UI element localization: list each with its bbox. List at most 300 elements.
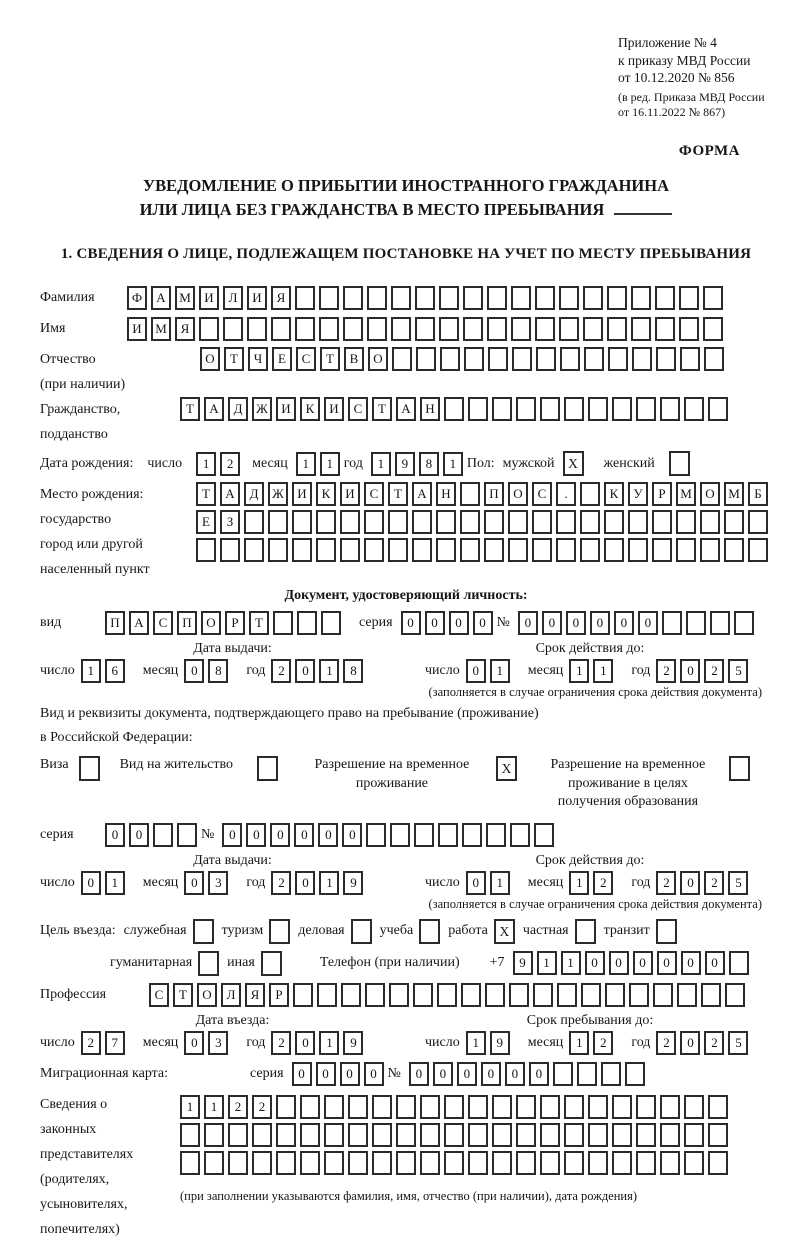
- char-cell[interactable]: К: [316, 482, 336, 506]
- char-cell[interactable]: 0: [401, 611, 421, 635]
- char-cell[interactable]: [444, 397, 464, 421]
- char-cell[interactable]: 0: [295, 659, 315, 683]
- char-cell[interactable]: [605, 983, 625, 1007]
- char-cell[interactable]: 1: [319, 659, 339, 683]
- char-cell[interactable]: [438, 823, 458, 847]
- char-cell[interactable]: [484, 510, 504, 534]
- char-cell[interactable]: 1: [180, 1095, 200, 1119]
- char-cell[interactable]: [708, 1123, 728, 1147]
- char-cell[interactable]: [293, 983, 313, 1007]
- char-cell[interactable]: [444, 1151, 464, 1175]
- char-cell[interactable]: 2: [593, 871, 613, 895]
- char-cell[interactable]: [540, 1123, 560, 1147]
- char-cell[interactable]: А: [220, 482, 240, 506]
- char-cell[interactable]: [516, 1095, 536, 1119]
- char-cell[interactable]: [540, 1095, 560, 1119]
- char-cell[interactable]: [703, 317, 723, 341]
- char-cell[interactable]: [300, 1095, 320, 1119]
- char-cell[interactable]: Я: [175, 317, 195, 341]
- char-cell[interactable]: [608, 347, 628, 371]
- char-cell[interactable]: [468, 1151, 488, 1175]
- char-cell[interactable]: [348, 1123, 368, 1147]
- char-cell[interactable]: С: [532, 482, 552, 506]
- char-cell[interactable]: Ж: [252, 397, 272, 421]
- char-cell[interactable]: Ж: [268, 482, 288, 506]
- char-cell[interactable]: [604, 510, 624, 534]
- char-cell[interactable]: 0: [409, 1062, 429, 1086]
- char-cell[interactable]: С: [149, 983, 169, 1007]
- purpose-work-checkbox[interactable]: X: [494, 919, 515, 944]
- char-cell[interactable]: [485, 983, 505, 1007]
- char-cell[interactable]: [436, 510, 456, 534]
- char-cell[interactable]: 0: [342, 823, 362, 847]
- char-cell[interactable]: [677, 983, 697, 1007]
- purpose-official-checkbox[interactable]: [193, 919, 214, 944]
- char-cell[interactable]: 1: [561, 951, 581, 975]
- char-cell[interactable]: [492, 1123, 512, 1147]
- char-cell[interactable]: [199, 317, 219, 341]
- char-cell[interactable]: 1: [320, 452, 340, 476]
- char-cell[interactable]: [390, 823, 410, 847]
- char-cell[interactable]: [295, 286, 315, 310]
- char-cell[interactable]: [316, 510, 336, 534]
- char-cell[interactable]: [560, 347, 580, 371]
- char-cell[interactable]: Т: [224, 347, 244, 371]
- char-cell[interactable]: [180, 1123, 200, 1147]
- char-cell[interactable]: [420, 1123, 440, 1147]
- char-cell[interactable]: Л: [221, 983, 241, 1007]
- char-cell[interactable]: [636, 1151, 656, 1175]
- char-cell[interactable]: 0: [466, 659, 486, 683]
- char-cell[interactable]: [580, 482, 600, 506]
- char-cell[interactable]: 0: [340, 1062, 360, 1086]
- purpose-study-checkbox[interactable]: [419, 919, 440, 944]
- char-cell[interactable]: [341, 983, 361, 1007]
- char-cell[interactable]: 0: [609, 951, 629, 975]
- char-cell[interactable]: [324, 1095, 344, 1119]
- char-cell[interactable]: [708, 1151, 728, 1175]
- char-cell[interactable]: 1: [319, 1031, 339, 1055]
- char-cell[interactable]: [628, 510, 648, 534]
- char-cell[interactable]: 1: [204, 1095, 224, 1119]
- char-cell[interactable]: [535, 286, 555, 310]
- char-cell[interactable]: [604, 538, 624, 562]
- char-cell[interactable]: [710, 611, 730, 635]
- char-cell[interactable]: 0: [292, 1062, 312, 1086]
- char-cell[interactable]: М: [724, 482, 744, 506]
- char-cell[interactable]: [686, 611, 706, 635]
- char-cell[interactable]: 1: [490, 659, 510, 683]
- char-cell[interactable]: С: [364, 482, 384, 506]
- char-cell[interactable]: [559, 317, 579, 341]
- char-cell[interactable]: [271, 317, 291, 341]
- char-cell[interactable]: 1: [569, 659, 589, 683]
- char-cell[interactable]: 1: [81, 659, 101, 683]
- char-cell[interactable]: [391, 286, 411, 310]
- char-cell[interactable]: 1: [490, 871, 510, 895]
- char-cell[interactable]: 0: [638, 611, 658, 635]
- char-cell[interactable]: [628, 538, 648, 562]
- char-cell[interactable]: [487, 286, 507, 310]
- char-cell[interactable]: [180, 1151, 200, 1175]
- char-cell[interactable]: [439, 286, 459, 310]
- char-cell[interactable]: Я: [271, 286, 291, 310]
- char-cell[interactable]: 3: [208, 1031, 228, 1055]
- char-cell[interactable]: 0: [318, 823, 338, 847]
- char-cell[interactable]: 1: [196, 452, 216, 476]
- char-cell[interactable]: В: [344, 347, 364, 371]
- char-cell[interactable]: 1: [319, 871, 339, 895]
- char-cell[interactable]: 5: [728, 659, 748, 683]
- char-cell[interactable]: 0: [294, 823, 314, 847]
- char-cell[interactable]: 2: [271, 871, 291, 895]
- char-cell[interactable]: И: [340, 482, 360, 506]
- char-cell[interactable]: [468, 1095, 488, 1119]
- char-cell[interactable]: А: [396, 397, 416, 421]
- char-cell[interactable]: [540, 1151, 560, 1175]
- char-cell[interactable]: Д: [244, 482, 264, 506]
- char-cell[interactable]: Т: [372, 397, 392, 421]
- char-cell[interactable]: Т: [180, 397, 200, 421]
- char-cell[interactable]: [468, 397, 488, 421]
- purpose-other-checkbox[interactable]: [261, 951, 282, 976]
- char-cell[interactable]: [588, 397, 608, 421]
- char-cell[interactable]: 9: [395, 452, 415, 476]
- char-cell[interactable]: [348, 1151, 368, 1175]
- char-cell[interactable]: [607, 286, 627, 310]
- purpose-tourism-checkbox[interactable]: [269, 919, 290, 944]
- char-cell[interactable]: [366, 823, 386, 847]
- char-cell[interactable]: [252, 1151, 272, 1175]
- char-cell[interactable]: [247, 317, 267, 341]
- char-cell[interactable]: [632, 347, 652, 371]
- char-cell[interactable]: О: [201, 611, 221, 635]
- char-cell[interactable]: 9: [513, 951, 533, 975]
- char-cell[interactable]: [511, 317, 531, 341]
- char-cell[interactable]: [580, 538, 600, 562]
- char-cell[interactable]: И: [127, 317, 147, 341]
- char-cell[interactable]: [559, 286, 579, 310]
- char-cell[interactable]: 2: [271, 1031, 291, 1055]
- char-cell[interactable]: 0: [505, 1062, 525, 1086]
- char-cell[interactable]: 0: [184, 659, 204, 683]
- char-cell[interactable]: [486, 823, 506, 847]
- char-cell[interactable]: [463, 286, 483, 310]
- char-cell[interactable]: [273, 611, 293, 635]
- char-cell[interactable]: 0: [680, 1031, 700, 1055]
- char-cell[interactable]: [439, 317, 459, 341]
- char-cell[interactable]: [703, 286, 723, 310]
- char-cell[interactable]: К: [604, 482, 624, 506]
- char-cell[interactable]: [509, 983, 529, 1007]
- char-cell[interactable]: 1: [537, 951, 557, 975]
- char-cell[interactable]: 2: [252, 1095, 272, 1119]
- temp-residence-checkbox[interactable]: X: [496, 756, 517, 781]
- char-cell[interactable]: [625, 1062, 645, 1086]
- char-cell[interactable]: [367, 317, 387, 341]
- char-cell[interactable]: [564, 1123, 584, 1147]
- char-cell[interactable]: [319, 286, 339, 310]
- char-cell[interactable]: Ф: [127, 286, 147, 310]
- char-cell[interactable]: [392, 347, 412, 371]
- char-cell[interactable]: [396, 1151, 416, 1175]
- char-cell[interactable]: [516, 1151, 536, 1175]
- char-cell[interactable]: [533, 983, 553, 1007]
- char-cell[interactable]: С: [153, 611, 173, 635]
- char-cell[interactable]: [324, 1123, 344, 1147]
- char-cell[interactable]: [420, 1095, 440, 1119]
- char-cell[interactable]: [680, 347, 700, 371]
- char-cell[interactable]: 2: [593, 1031, 613, 1055]
- char-cell[interactable]: 0: [270, 823, 290, 847]
- char-cell[interactable]: 9: [490, 1031, 510, 1055]
- char-cell[interactable]: 5: [728, 871, 748, 895]
- char-cell[interactable]: И: [324, 397, 344, 421]
- char-cell[interactable]: [704, 347, 724, 371]
- char-cell[interactable]: [300, 1151, 320, 1175]
- char-cell[interactable]: О: [700, 482, 720, 506]
- char-cell[interactable]: [653, 983, 673, 1007]
- char-cell[interactable]: О: [200, 347, 220, 371]
- char-cell[interactable]: [388, 538, 408, 562]
- char-cell[interactable]: 0: [316, 1062, 336, 1086]
- char-cell[interactable]: 1: [569, 1031, 589, 1055]
- char-cell[interactable]: .: [556, 482, 576, 506]
- female-checkbox[interactable]: [669, 451, 690, 476]
- char-cell[interactable]: [748, 538, 768, 562]
- temp-residence-education-checkbox[interactable]: [729, 756, 750, 781]
- char-cell[interactable]: [468, 1123, 488, 1147]
- char-cell[interactable]: [292, 510, 312, 534]
- char-cell[interactable]: 2: [656, 1031, 676, 1055]
- char-cell[interactable]: [511, 286, 531, 310]
- char-cell[interactable]: [204, 1123, 224, 1147]
- char-cell[interactable]: 1: [371, 452, 391, 476]
- char-cell[interactable]: [436, 538, 456, 562]
- char-cell[interactable]: [700, 538, 720, 562]
- char-cell[interactable]: [724, 510, 744, 534]
- male-checkbox[interactable]: X: [563, 451, 584, 476]
- char-cell[interactable]: 2: [656, 871, 676, 895]
- char-cell[interactable]: [268, 538, 288, 562]
- char-cell[interactable]: 0: [473, 611, 493, 635]
- char-cell[interactable]: [536, 347, 556, 371]
- char-cell[interactable]: 0: [680, 871, 700, 895]
- char-cell[interactable]: П: [105, 611, 125, 635]
- char-cell[interactable]: [153, 823, 173, 847]
- char-cell[interactable]: 1: [443, 452, 463, 476]
- char-cell[interactable]: [580, 510, 600, 534]
- char-cell[interactable]: Т: [173, 983, 193, 1007]
- char-cell[interactable]: А: [129, 611, 149, 635]
- char-cell[interactable]: [367, 286, 387, 310]
- char-cell[interactable]: [413, 983, 433, 1007]
- char-cell[interactable]: [372, 1151, 392, 1175]
- char-cell[interactable]: [444, 1123, 464, 1147]
- char-cell[interactable]: 1: [593, 659, 613, 683]
- char-cell[interactable]: [583, 286, 603, 310]
- char-cell[interactable]: М: [175, 286, 195, 310]
- char-cell[interactable]: [656, 347, 676, 371]
- char-cell[interactable]: А: [204, 397, 224, 421]
- char-cell[interactable]: [508, 538, 528, 562]
- char-cell[interactable]: [204, 1151, 224, 1175]
- char-cell[interactable]: [440, 347, 460, 371]
- char-cell[interactable]: [583, 317, 603, 341]
- char-cell[interactable]: [532, 538, 552, 562]
- char-cell[interactable]: [584, 347, 604, 371]
- char-cell[interactable]: И: [292, 482, 312, 506]
- char-cell[interactable]: [388, 510, 408, 534]
- char-cell[interactable]: Т: [196, 482, 216, 506]
- char-cell[interactable]: 0: [105, 823, 125, 847]
- char-cell[interactable]: [196, 538, 216, 562]
- char-cell[interactable]: [557, 983, 577, 1007]
- char-cell[interactable]: [734, 611, 754, 635]
- char-cell[interactable]: [321, 611, 341, 635]
- char-cell[interactable]: [631, 317, 651, 341]
- char-cell[interactable]: [364, 538, 384, 562]
- char-cell[interactable]: [372, 1123, 392, 1147]
- char-cell[interactable]: 9: [343, 871, 363, 895]
- char-cell[interactable]: 0: [705, 951, 725, 975]
- char-cell[interactable]: [636, 1095, 656, 1119]
- char-cell[interactable]: [516, 397, 536, 421]
- char-cell[interactable]: [276, 1095, 296, 1119]
- char-cell[interactable]: [660, 397, 680, 421]
- char-cell[interactable]: [220, 538, 240, 562]
- char-cell[interactable]: [588, 1123, 608, 1147]
- char-cell[interactable]: М: [151, 317, 171, 341]
- char-cell[interactable]: [684, 1123, 704, 1147]
- char-cell[interactable]: [317, 983, 337, 1007]
- char-cell[interactable]: [416, 347, 436, 371]
- char-cell[interactable]: 5: [728, 1031, 748, 1055]
- char-cell[interactable]: 0: [657, 951, 677, 975]
- char-cell[interactable]: [612, 1095, 632, 1119]
- char-cell[interactable]: [662, 611, 682, 635]
- char-cell[interactable]: [652, 538, 672, 562]
- char-cell[interactable]: [244, 510, 264, 534]
- char-cell[interactable]: [535, 317, 555, 341]
- char-cell[interactable]: [724, 538, 744, 562]
- char-cell[interactable]: [492, 1151, 512, 1175]
- char-cell[interactable]: [389, 983, 409, 1007]
- char-cell[interactable]: [588, 1095, 608, 1119]
- char-cell[interactable]: [223, 317, 243, 341]
- char-cell[interactable]: [679, 317, 699, 341]
- char-cell[interactable]: [492, 397, 512, 421]
- char-cell[interactable]: И: [199, 286, 219, 310]
- char-cell[interactable]: 2: [220, 452, 240, 476]
- char-cell[interactable]: 0: [433, 1062, 453, 1086]
- char-cell[interactable]: [372, 1095, 392, 1119]
- char-cell[interactable]: 9: [343, 1031, 363, 1055]
- char-cell[interactable]: Е: [196, 510, 216, 534]
- char-cell[interactable]: [415, 286, 435, 310]
- char-cell[interactable]: [463, 317, 483, 341]
- char-cell[interactable]: [708, 1095, 728, 1119]
- char-cell[interactable]: П: [177, 611, 197, 635]
- char-cell[interactable]: [340, 538, 360, 562]
- char-cell[interactable]: Т: [320, 347, 340, 371]
- char-cell[interactable]: [444, 1095, 464, 1119]
- char-cell[interactable]: [460, 482, 480, 506]
- char-cell[interactable]: [564, 397, 584, 421]
- char-cell[interactable]: 0: [518, 611, 538, 635]
- char-cell[interactable]: Р: [225, 611, 245, 635]
- char-cell[interactable]: Б: [748, 482, 768, 506]
- char-cell[interactable]: 0: [481, 1062, 501, 1086]
- char-cell[interactable]: [343, 286, 363, 310]
- residence-permit-checkbox[interactable]: [257, 756, 278, 781]
- char-cell[interactable]: [391, 317, 411, 341]
- char-cell[interactable]: Т: [388, 482, 408, 506]
- char-cell[interactable]: 0: [529, 1062, 549, 1086]
- char-cell[interactable]: [177, 823, 197, 847]
- visa-checkbox[interactable]: [79, 756, 100, 781]
- char-cell[interactable]: О: [508, 482, 528, 506]
- char-cell[interactable]: [412, 510, 432, 534]
- char-cell[interactable]: 2: [656, 659, 676, 683]
- char-cell[interactable]: 1: [569, 871, 589, 895]
- char-cell[interactable]: [487, 317, 507, 341]
- char-cell[interactable]: [365, 983, 385, 1007]
- char-cell[interactable]: [415, 317, 435, 341]
- char-cell[interactable]: [228, 1151, 248, 1175]
- char-cell[interactable]: 2: [704, 1031, 724, 1055]
- char-cell[interactable]: 3: [208, 871, 228, 895]
- char-cell[interactable]: З: [220, 510, 240, 534]
- char-cell[interactable]: О: [197, 983, 217, 1007]
- char-cell[interactable]: [588, 1151, 608, 1175]
- char-cell[interactable]: [462, 823, 482, 847]
- char-cell[interactable]: [655, 317, 675, 341]
- char-cell[interactable]: 0: [681, 951, 701, 975]
- char-cell[interactable]: 0: [184, 1031, 204, 1055]
- char-cell[interactable]: 6: [105, 659, 125, 683]
- char-cell[interactable]: 1: [105, 871, 125, 895]
- char-cell[interactable]: 0: [222, 823, 242, 847]
- char-cell[interactable]: [729, 951, 749, 975]
- char-cell[interactable]: [512, 347, 532, 371]
- char-cell[interactable]: [461, 983, 481, 1007]
- char-cell[interactable]: [276, 1151, 296, 1175]
- char-cell[interactable]: [684, 397, 704, 421]
- char-cell[interactable]: [364, 510, 384, 534]
- char-cell[interactable]: 0: [246, 823, 266, 847]
- char-cell[interactable]: [300, 1123, 320, 1147]
- char-cell[interactable]: [556, 538, 576, 562]
- char-cell[interactable]: [612, 397, 632, 421]
- char-cell[interactable]: А: [151, 286, 171, 310]
- char-cell[interactable]: 2: [704, 659, 724, 683]
- char-cell[interactable]: 2: [81, 1031, 101, 1055]
- char-cell[interactable]: [510, 823, 530, 847]
- char-cell[interactable]: [660, 1151, 680, 1175]
- char-cell[interactable]: [701, 983, 721, 1007]
- char-cell[interactable]: [414, 823, 434, 847]
- char-cell[interactable]: [396, 1095, 416, 1119]
- char-cell[interactable]: [319, 317, 339, 341]
- char-cell[interactable]: [460, 510, 480, 534]
- char-cell[interactable]: 0: [425, 611, 445, 635]
- purpose-humanitarian-checkbox[interactable]: [198, 951, 219, 976]
- char-cell[interactable]: 0: [542, 611, 562, 635]
- char-cell[interactable]: 0: [633, 951, 653, 975]
- char-cell[interactable]: [679, 286, 699, 310]
- char-cell[interactable]: 0: [466, 871, 486, 895]
